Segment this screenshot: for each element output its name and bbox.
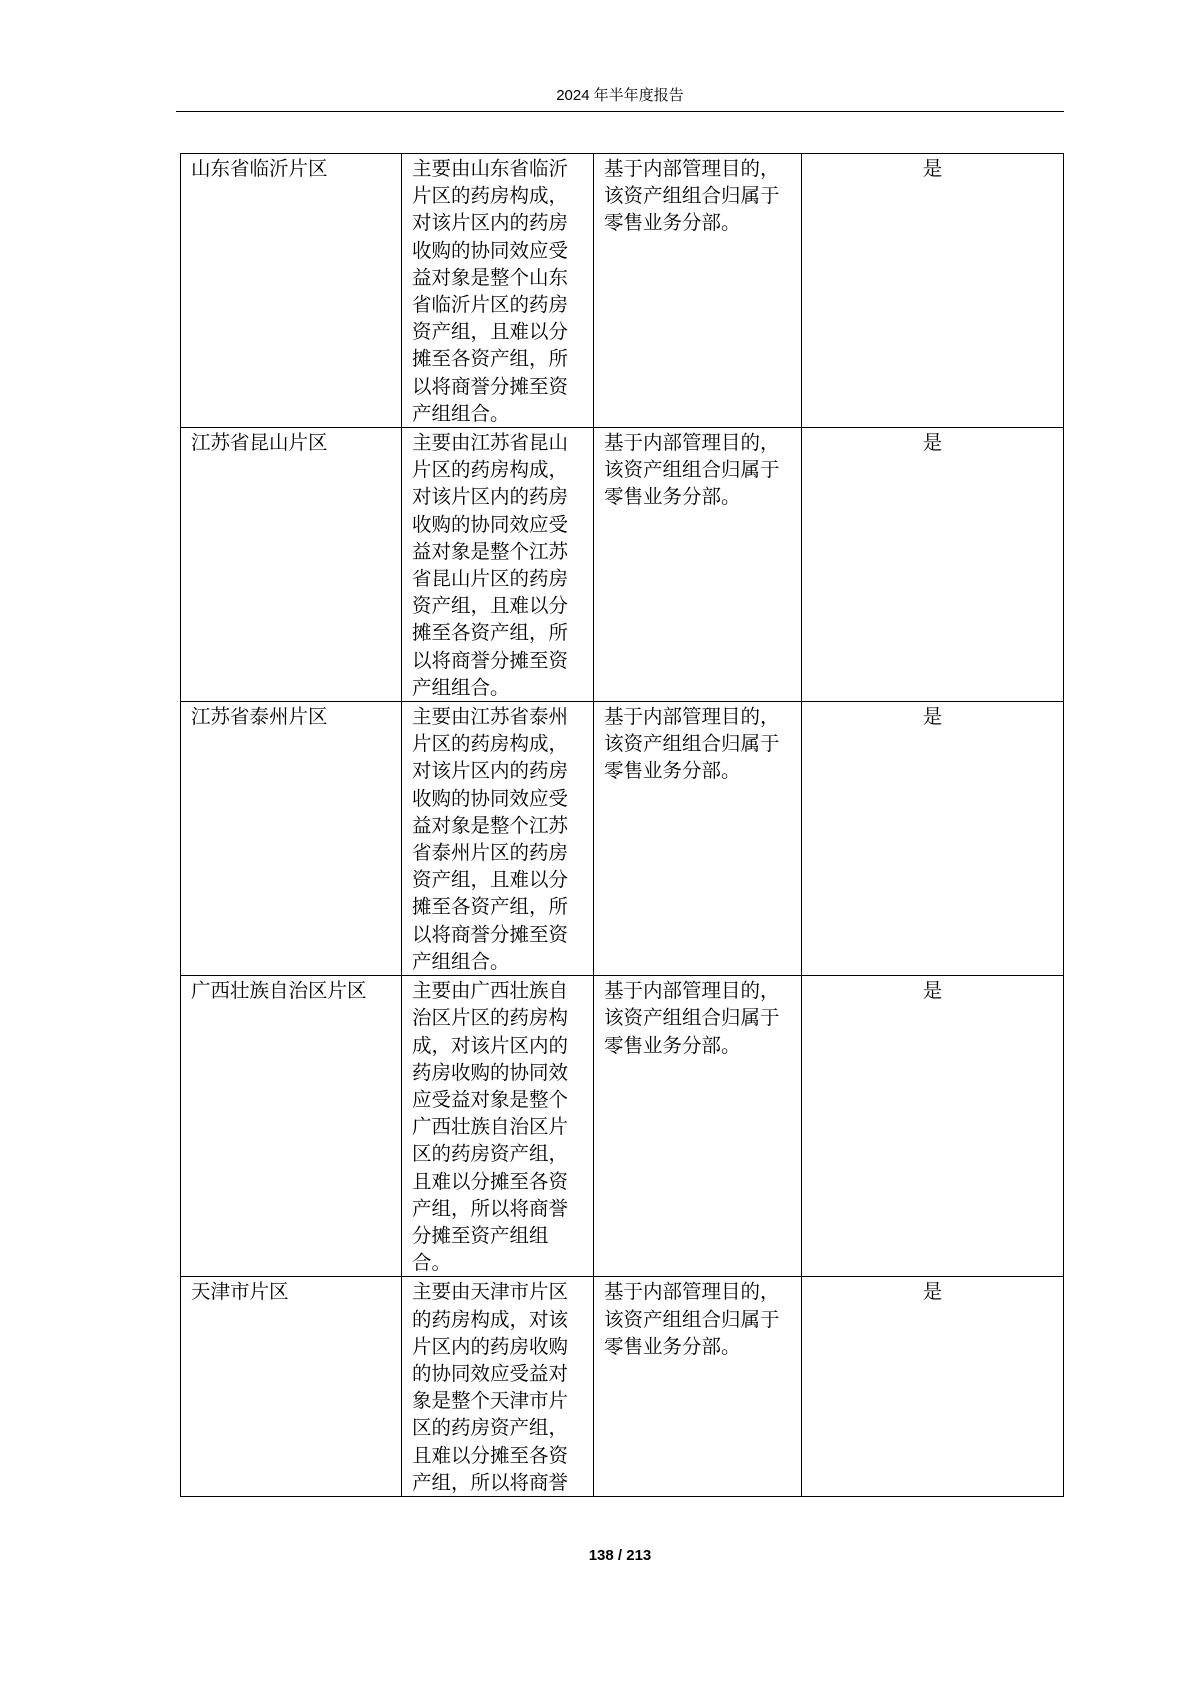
area-cell: 江苏省昆山片区 [181,428,402,702]
area-cell: 山东省临沂片区 [181,154,402,428]
consistent-cell: 是 [802,702,1064,976]
table-row [181,702,1064,976]
reason-cell: 基于内部管理目的，该资产组组合归属于零售业务分部。 [594,702,802,976]
reason-cell: 基于内部管理目的，该资产组组合归属于零售业务分部。 [594,428,802,702]
table-row [181,154,1064,428]
area-cell: 天津市片区 [181,1277,402,1497]
reason-cell: 基于内部管理目的，该资产组组合归属于零售业务分部。 [594,976,802,1277]
table-row [181,428,1064,702]
header-rule [176,111,1064,112]
basis-cell: 主要由广西壮族自治区片区的药房构成，对该片区内的药房收购的协同效应受益对象是整个广西壮族自治区片区的药房资产组，且难以分摊至各资产组，所以将商誉分摊至资产组组合。 [402,976,594,1277]
reason-cell: 基于内部管理目的，该资产组组合归属于零售业务分部。 [594,1277,802,1497]
basis-cell: 主要由江苏省昆山片区的药房构成，对该片区内的药房收购的协同效应受益对象是整个江苏省昆山片区的药房资产组，且难以分摊至各资产组，所以将商誉分摊至资产组组合。 [402,428,594,702]
consistent-cell: 是 [802,154,1064,428]
area-cell: 广西壮族自治区片区 [181,976,402,1277]
basis-cell: 主要由天津市片区的药房构成，对该片区内的药房收购的协同效应受益对象是整个天津市片区的药房资产组，且难以分摊至各资产组，所以将商誉 [402,1277,594,1497]
table-row [181,1277,1064,1497]
goodwill-allocation-table [180,153,1064,1497]
page-number: 138 / 213 [588,1547,652,1564]
page-header: 2024 年半年度报告 [556,87,684,104]
consistent-cell: 是 [802,976,1064,1277]
basis-cell: 主要由江苏省泰州片区的药房构成，对该片区内的药房收购的协同效应受益对象是整个江苏省泰州片区的药房资产组，且难以分摊至各资产组，所以将商誉分摊至资产组组合。 [402,702,594,976]
basis-cell: 主要由山东省临沂片区的药房构成，对该片区内的药房收购的协同效应受益对象是整个山东省临沂片区的药房资产组，且难以分摊至各资产组，所以将商誉分摊至资产组组合。 [402,154,594,428]
consistent-cell: 是 [802,428,1064,702]
area-cell: 江苏省泰州片区 [181,702,402,976]
table-row [181,976,1064,1277]
reason-cell: 基于内部管理目的，该资产组组合归属于零售业务分部。 [594,154,802,428]
consistent-cell: 是 [802,1277,1064,1497]
